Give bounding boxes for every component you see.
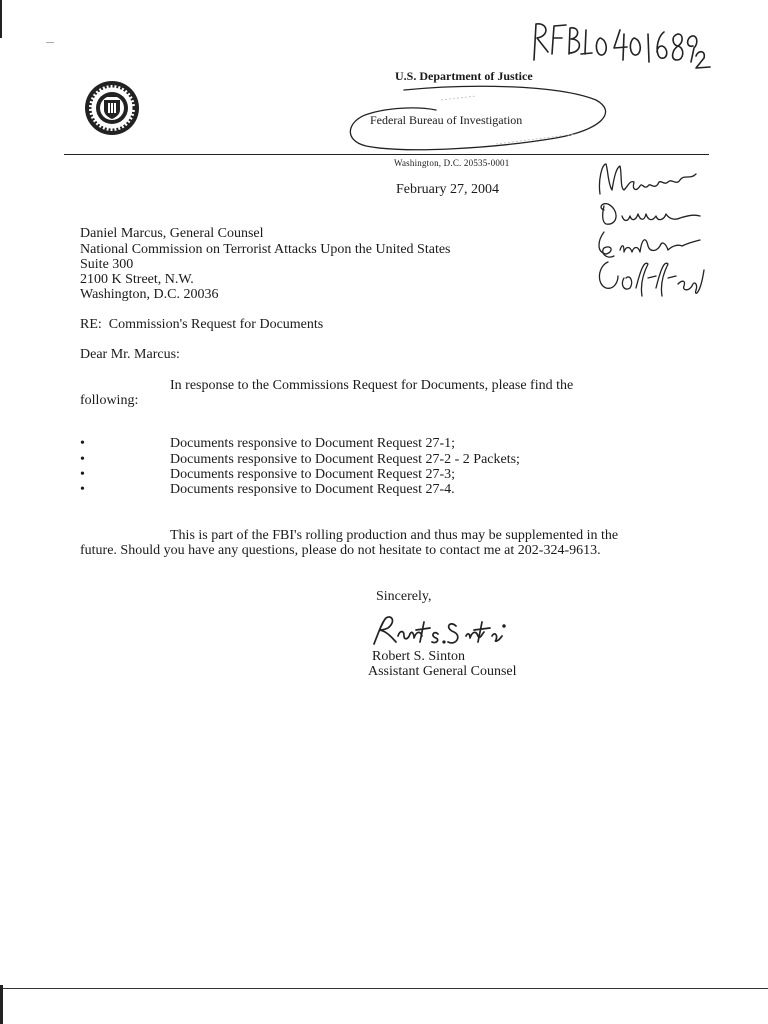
bullet-icon: •	[80, 436, 85, 451]
closing-paragraph-line-1: This is part of the FBI's rolling production and thus may be supplemented in the	[170, 528, 619, 543]
bullet-icon: •	[80, 467, 85, 482]
letterhead-divider	[64, 154, 709, 155]
signature-image	[370, 612, 510, 648]
scan-bottom-edge	[0, 988, 768, 989]
fbi-seal-icon	[84, 80, 140, 136]
bullet-icon: •	[80, 482, 85, 497]
signer-title: Assistant General Counsel	[368, 664, 517, 679]
recipient-city: Washington, D.C. 20036	[80, 287, 219, 302]
recipient-organization: National Commission on Terrorist Attacks Upon the United States	[80, 242, 451, 257]
handwritten-reference-number	[528, 20, 703, 70]
list-item: Documents responsive to Document Request 27-4.	[170, 482, 455, 497]
list-item: Documents responsive to Document Request 27-1;	[170, 436, 456, 451]
scan-edge-top	[0, 0, 2, 38]
signer-name: Robert S. Sinton	[372, 649, 465, 664]
intro-line-1: In response to the Commissions Request for Documents, please find the	[170, 378, 574, 393]
recipient-suite: Suite 300	[80, 257, 134, 272]
re-line: RE: Commission's Request for Documents	[80, 317, 324, 332]
letterhead-address: Washington, D.C. 20535-0001	[394, 158, 510, 168]
signoff: Sincerely,	[376, 589, 432, 604]
letter-date: February 27, 2004	[396, 182, 500, 197]
handwritten-routing-names	[590, 160, 710, 300]
list-item: Documents responsive to Document Request 27-3;	[170, 467, 456, 482]
scan-mark	[46, 42, 54, 43]
department-name: U.S. Department of Justice	[395, 69, 533, 83]
recipient-street: 2100 K Street, N.W.	[80, 272, 194, 287]
salutation: Dear Mr. Marcus:	[80, 347, 180, 362]
bullet-icon: •	[80, 452, 85, 467]
bureau-name: Federal Bureau of Investigation	[370, 113, 523, 127]
intro-line-2: following:	[80, 393, 139, 408]
closing-paragraph-line-2: future. Should you have any questions, please do not hesitate to contact me at 202-324-9613.	[80, 543, 601, 558]
scan-edge-bottom	[0, 985, 3, 1024]
list-item: Documents responsive to Document Request 27-2 - 2 Packets;	[170, 452, 520, 467]
recipient-name: Daniel Marcus, General Counsel	[80, 226, 264, 241]
